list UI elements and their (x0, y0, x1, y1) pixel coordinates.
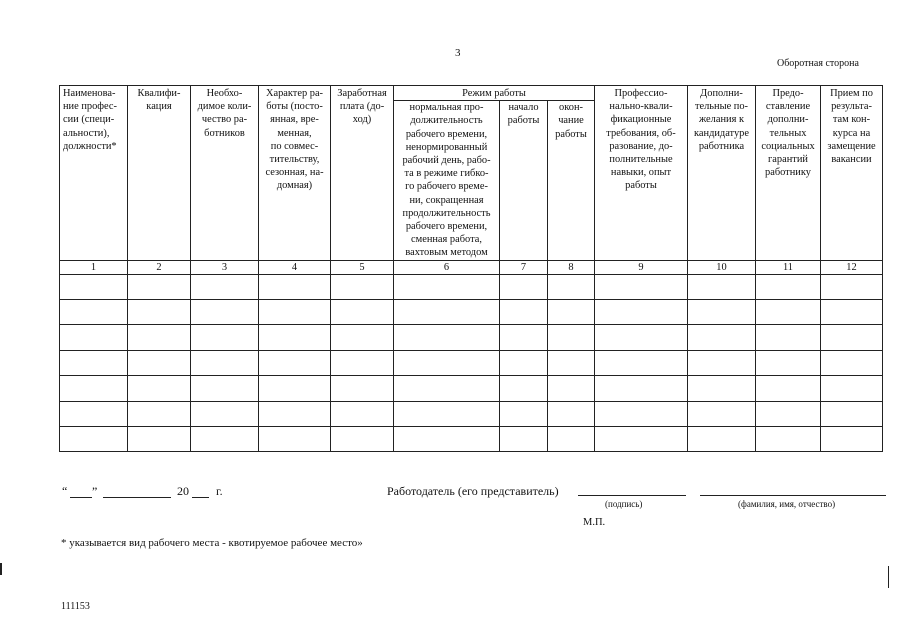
table-cell[interactable] (756, 426, 821, 451)
header-workers-needed: Необхо- димое коли- чество ра- ботников (191, 86, 259, 261)
header-work-mode: Режим работы (394, 86, 595, 101)
table-cell[interactable] (500, 426, 548, 451)
date-day-line[interactable] (70, 497, 92, 498)
table-cell[interactable] (821, 300, 883, 325)
table-cell[interactable] (548, 401, 595, 426)
table-cell[interactable] (191, 300, 259, 325)
name-hint: (фамилия, имя, отчество) (738, 499, 836, 509)
column-number-cell: 12 (821, 260, 883, 274)
table-cell[interactable] (500, 401, 548, 426)
table-cell[interactable] (128, 300, 191, 325)
table-cell[interactable] (394, 426, 500, 451)
table-cell[interactable] (191, 325, 259, 350)
table-cell[interactable] (259, 325, 331, 350)
column-number-cell: 3 (191, 260, 259, 274)
column-number-cell: 8 (548, 260, 595, 274)
table-cell[interactable] (259, 274, 331, 299)
table-cell[interactable] (394, 401, 500, 426)
table-cell[interactable] (500, 350, 548, 375)
header-requirements: Профессио- нально-квали- фикационные требования, об- разование, до- полнительные навыки, опыт работы (595, 86, 688, 261)
table-cell[interactable] (331, 325, 394, 350)
signature-line[interactable] (578, 495, 686, 496)
table-cell[interactable] (688, 376, 756, 401)
table-cell[interactable] (259, 300, 331, 325)
table-cell[interactable] (548, 350, 595, 375)
table-cell[interactable] (688, 325, 756, 350)
table-cell[interactable] (128, 426, 191, 451)
date-close-quote: ” (92, 484, 98, 498)
table-row (60, 325, 883, 350)
date-month-line[interactable] (103, 497, 171, 498)
date-year-prefix: 20 (177, 484, 189, 498)
table-cell[interactable] (331, 426, 394, 451)
table-body (60, 274, 883, 452)
column-number-cell: 11 (756, 260, 821, 274)
table-row (60, 426, 883, 451)
table-cell[interactable] (548, 325, 595, 350)
table-cell[interactable] (191, 426, 259, 451)
table-cell[interactable] (756, 274, 821, 299)
table-cell[interactable] (688, 426, 756, 451)
table-cell[interactable] (821, 426, 883, 451)
table-cell[interactable] (595, 426, 688, 451)
table-cell[interactable] (60, 300, 128, 325)
column-number-cell: 9 (595, 260, 688, 274)
header-profession: Наименова- ние профес- сии (специ- альности), должности* (60, 86, 128, 261)
table-cell[interactable] (821, 376, 883, 401)
table-cell[interactable] (500, 300, 548, 325)
table-row (60, 300, 883, 325)
table-cell[interactable] (548, 376, 595, 401)
table-cell[interactable] (821, 401, 883, 426)
table-cell[interactable] (331, 300, 394, 325)
table-cell[interactable] (259, 376, 331, 401)
table-cell[interactable] (128, 350, 191, 375)
table-cell[interactable] (331, 274, 394, 299)
reverse-side-label: Оборотная сторона (777, 58, 859, 69)
table-cell[interactable] (331, 376, 394, 401)
table-cell[interactable] (128, 274, 191, 299)
column-number-cell: 7 (500, 260, 548, 274)
vacancy-table (59, 85, 883, 452)
table-cell[interactable] (756, 325, 821, 350)
table-cell[interactable] (821, 274, 883, 299)
table-cell[interactable] (60, 325, 128, 350)
column-number-cell: 2 (128, 260, 191, 274)
table-cell[interactable] (128, 376, 191, 401)
header-row (60, 86, 883, 101)
header-additional-wishes: Дополни- тельные по- желания к кандидатуре работника (688, 86, 756, 261)
table-cell[interactable] (60, 274, 128, 299)
page-number: 3 (455, 47, 461, 59)
column-numbers-row (60, 260, 883, 274)
table-cell[interactable] (688, 350, 756, 375)
table-cell[interactable] (191, 274, 259, 299)
date-open-quote: “ (62, 484, 68, 498)
table-cell[interactable] (191, 401, 259, 426)
footnote: * указывается вид рабочего места - квотируемое рабочее место» (61, 537, 363, 549)
table-cell[interactable] (756, 300, 821, 325)
date-year-line[interactable] (192, 497, 209, 498)
table-cell[interactable] (259, 350, 331, 375)
table-cell[interactable] (191, 350, 259, 375)
table-cell[interactable] (60, 376, 128, 401)
table-cell[interactable] (821, 350, 883, 375)
table-cell[interactable] (128, 401, 191, 426)
table-cell[interactable] (394, 325, 500, 350)
table-cell[interactable] (331, 401, 394, 426)
left-margin-mark (0, 563, 2, 575)
table-cell[interactable] (259, 426, 331, 451)
table-cell[interactable] (394, 274, 500, 299)
table-cell[interactable] (548, 426, 595, 451)
table-cell[interactable] (548, 300, 595, 325)
table-cell[interactable] (756, 376, 821, 401)
table-cell[interactable] (394, 376, 500, 401)
header-work-duration: нормальная про- должительность рабочего времени, ненормированный рабочий день, рабо- та в режиме гибко- го рабочего време- ни, сокращенная продолжительность рабочего времени, сменная работа, вахтовым методом (394, 101, 500, 260)
header-qualification: Квалифи- кация (128, 86, 191, 261)
table-cell[interactable] (259, 401, 331, 426)
table-cell[interactable] (500, 274, 548, 299)
table-row (60, 274, 883, 299)
header-work-start: начало работы (500, 101, 548, 260)
table-cell[interactable] (500, 325, 548, 350)
form-code: 111153 (61, 601, 90, 612)
table-cell[interactable] (595, 325, 688, 350)
table-cell[interactable] (688, 274, 756, 299)
table-cell[interactable] (60, 350, 128, 375)
column-number-cell: 5 (331, 260, 394, 274)
column-number-cell: 10 (688, 260, 756, 274)
table-cell[interactable] (595, 274, 688, 299)
table-cell[interactable] (688, 401, 756, 426)
column-number-cell: 4 (259, 260, 331, 274)
name-line[interactable] (700, 495, 886, 496)
column-number-cell: 1 (60, 260, 128, 274)
header-salary: Заработная плата (до- ход) (331, 86, 394, 261)
header-work-nature: Характер ра- боты (посто- янная, вре- менная, по совмес- тительству, сезонная, на- домная) (259, 86, 331, 261)
table-cell[interactable] (394, 300, 500, 325)
table-cell[interactable] (128, 325, 191, 350)
signature-hint: (подпись) (605, 499, 643, 509)
header-social-guarantees: Предо- ставление дополни- тельных социальных гарантий работнику (756, 86, 821, 261)
employer-label: Работодатель (его представитель) (387, 484, 559, 498)
right-margin-mark (888, 566, 889, 588)
header-work-end: окон- чание работы (548, 101, 595, 260)
table-cell[interactable] (548, 274, 595, 299)
table-row (60, 350, 883, 375)
table-cell[interactable] (821, 325, 883, 350)
table-row (60, 401, 883, 426)
column-number-cell: 6 (394, 260, 500, 274)
table-cell[interactable] (756, 401, 821, 426)
table-cell[interactable] (191, 376, 259, 401)
date-year-suffix: г. (216, 484, 223, 498)
table-cell[interactable] (595, 376, 688, 401)
stamp-label: М.П. (583, 517, 606, 528)
table-cell[interactable] (688, 300, 756, 325)
table-cell[interactable] (60, 401, 128, 426)
table-cell[interactable] (595, 401, 688, 426)
table-cell[interactable] (394, 350, 500, 375)
table-cell[interactable] (331, 350, 394, 375)
table-cell[interactable] (756, 350, 821, 375)
table-cell[interactable] (60, 426, 128, 451)
table-row (60, 376, 883, 401)
table-cell[interactable] (500, 376, 548, 401)
table-cell[interactable] (595, 350, 688, 375)
table-cell[interactable] (595, 300, 688, 325)
header-competition-hiring: Прием по результа- там кон- курса на замещение вакансии (821, 86, 883, 261)
